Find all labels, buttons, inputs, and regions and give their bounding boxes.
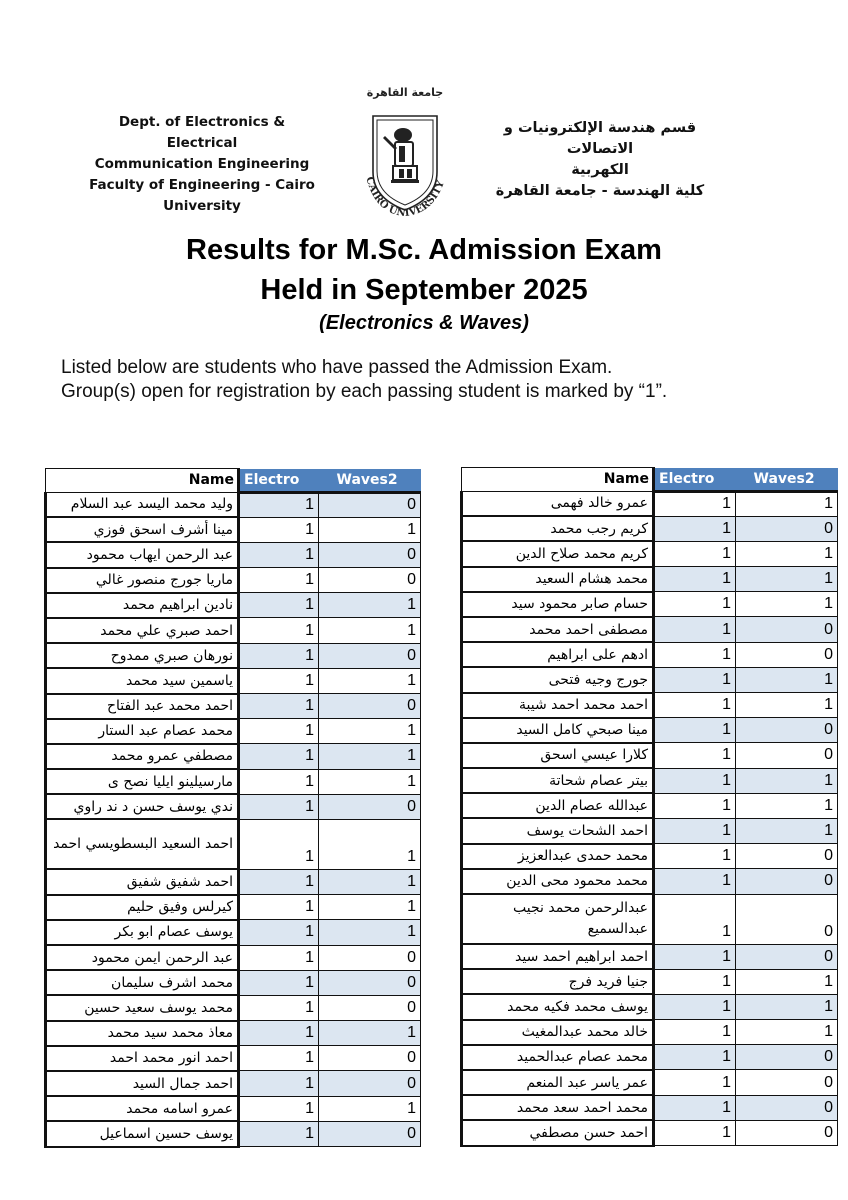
table-header-row: [462, 468, 838, 492]
electro-cell: 1: [654, 592, 736, 617]
table-header-row: [46, 469, 421, 493]
waves2-cell: 1: [736, 969, 838, 994]
table-row: [462, 592, 838, 617]
electro-cell: 1: [654, 944, 736, 969]
student-name-cell: احمد الشحات يوسف: [462, 818, 654, 843]
waves2-cell: 1: [736, 592, 838, 617]
waves2-cell: 1: [319, 593, 421, 618]
table-row: [462, 969, 838, 994]
student-name-cell: ياسمين سيد محمد: [46, 668, 239, 693]
student-name-cell: ندي يوسف حسن د ند راوي: [46, 794, 239, 819]
student-name-cell: عمرو اسامه محمد: [46, 1096, 239, 1121]
student-name-cell: عبد الرحمن ايهاب محمود: [46, 542, 239, 567]
electro-cell: 1: [654, 1120, 736, 1145]
waves2-cell: 0: [319, 945, 421, 970]
table-row: [462, 944, 838, 969]
table-row: [462, 844, 838, 869]
student-name-cell: خالد محمد عبدالمغيث: [462, 1020, 654, 1045]
student-name-cell: يوسف حسين اسماعيل: [46, 1121, 239, 1146]
table-row: [462, 1070, 838, 1095]
electro-cell: 1: [239, 643, 319, 668]
waves2-cell: 0: [736, 743, 838, 768]
electro-cell: 1: [654, 869, 736, 894]
electro-cell: 1: [239, 1021, 319, 1046]
student-name-cell: عبدالرحمن محمد نجيب عبدالسميع: [462, 894, 654, 944]
waves2-cell: 0: [736, 718, 838, 743]
waves2-cell: 0: [319, 1046, 421, 1071]
electro-cell: 1: [654, 894, 736, 944]
student-name-cell: ماريا جورج منصور غالي: [46, 568, 239, 593]
table-row: [462, 617, 838, 642]
waves2-cell: 0: [736, 516, 838, 541]
column-header-waves2: Waves2: [736, 468, 838, 492]
electro-cell: 1: [239, 769, 319, 794]
table-row: [462, 516, 838, 541]
page-subtitle: (Electronics & Waves): [319, 312, 529, 334]
waves2-cell: 1: [736, 768, 838, 793]
student-name-cell: مصطفى احمد محمد: [462, 617, 654, 642]
waves2-cell: 0: [736, 1045, 838, 1070]
waves2-cell: 0: [319, 643, 421, 668]
student-name-cell: محمد يوسف سعيد حسين: [46, 995, 239, 1020]
waves2-cell: 0: [736, 869, 838, 894]
waves2-cell: 1: [319, 769, 421, 794]
waves2-cell: 0: [736, 1095, 838, 1120]
student-name-cell: ادهم على ابراهيم: [462, 642, 654, 667]
waves2-cell: 0: [319, 794, 421, 819]
waves2-cell: 1: [736, 567, 838, 592]
table-row: [462, 869, 838, 894]
waves2-cell: 1: [319, 920, 421, 945]
waves2-cell: 0: [319, 492, 421, 517]
intro-text: [61, 356, 821, 404]
electro-cell: 1: [239, 1046, 319, 1071]
waves2-cell: 0: [736, 944, 838, 969]
header-en-line: University: [163, 198, 241, 214]
electro-cell: 1: [654, 1070, 736, 1095]
waves2-cell: 1: [319, 668, 421, 693]
electro-cell: 1: [654, 768, 736, 793]
student-name-cell: يوسف عصام ابو بكر: [46, 920, 239, 945]
electro-cell: 1: [654, 743, 736, 768]
table-row: [462, 1120, 838, 1145]
intro-line: Group(s) open for registration by each passing student is marked by “1”.: [61, 381, 668, 402]
electro-cell: 1: [239, 1121, 319, 1146]
electro-cell: 1: [239, 568, 319, 593]
table-row: [46, 618, 421, 643]
waves2-cell: 1: [319, 895, 421, 920]
waves2-cell: 1: [736, 1020, 838, 1045]
table-row: [46, 517, 421, 542]
student-name-cell: كلارا عيسي اسحق: [462, 743, 654, 768]
electro-cell: 1: [239, 995, 319, 1020]
table-row: [462, 894, 838, 944]
waves2-cell: 0: [319, 694, 421, 719]
electro-cell: 1: [654, 1095, 736, 1120]
waves2-cell: 1: [736, 793, 838, 818]
table-row: [46, 794, 421, 819]
header-ar-line: الكهربية: [571, 162, 629, 178]
student-name-cell: كيرلس وفيق حليم: [46, 895, 239, 920]
table-row: [462, 667, 838, 692]
table-row: [462, 793, 838, 818]
student-name-cell: حسام صابر محمود سيد: [462, 592, 654, 617]
table-row: [46, 643, 421, 668]
electro-cell: 1: [239, 492, 319, 517]
electro-cell: 1: [654, 516, 736, 541]
electro-cell: 1: [239, 668, 319, 693]
header-en-line: Faculty of Engineering - Cairo: [89, 177, 315, 193]
student-name-cell: محمد عصام عبدالحميد: [462, 1045, 654, 1070]
student-name-cell: احمد جمال السيد: [46, 1071, 239, 1096]
table-row: [46, 542, 421, 567]
waves2-cell: 0: [736, 1120, 838, 1145]
header-ar-line: كلية الهندسة - جامعة القاهرة: [495, 183, 705, 199]
student-name-cell: محمد حمدى عبدالعزيز: [462, 844, 654, 869]
column-header-waves2: Waves2: [319, 469, 421, 493]
table-row: [462, 642, 838, 667]
column-header-name: Name: [462, 468, 654, 492]
table-row: [46, 668, 421, 693]
waves2-cell: 1: [736, 818, 838, 843]
electro-cell: 1: [654, 1045, 736, 1070]
waves2-cell: 1: [319, 819, 421, 869]
table-row: [46, 568, 421, 593]
electro-cell: 1: [654, 718, 736, 743]
electro-cell: 1: [239, 869, 319, 894]
electro-cell: 1: [239, 794, 319, 819]
header-ar-line: قسم هندسة الإلكترونيات و الاتصالات: [503, 120, 697, 157]
waves2-cell: 1: [736, 693, 838, 718]
waves2-cell: 0: [736, 1070, 838, 1095]
waves2-cell: 1: [319, 744, 421, 769]
table-row: [462, 491, 838, 516]
waves2-cell: 0: [319, 1121, 421, 1146]
table-row: [46, 895, 421, 920]
column-header-name: Name: [46, 469, 239, 493]
table-row: [462, 1020, 838, 1045]
waves2-cell: 0: [319, 970, 421, 995]
student-name-cell: عبدالله عصام الدين: [462, 793, 654, 818]
table-row: [462, 994, 838, 1019]
electro-cell: 1: [654, 617, 736, 642]
electro-cell: 1: [239, 744, 319, 769]
student-name-cell: كريم رجب محمد: [462, 516, 654, 541]
waves2-cell: 1: [736, 994, 838, 1019]
table-row: [46, 744, 421, 769]
table-row: [462, 541, 838, 566]
waves2-cell: 1: [319, 618, 421, 643]
results-table-left-body: [46, 492, 421, 1147]
university-logo: [355, 86, 455, 218]
electro-cell: 1: [654, 844, 736, 869]
student-name-cell: جنيا فريد فرج: [462, 969, 654, 994]
page-title: Results for M.Sc. Admission Exam: [186, 234, 662, 266]
electro-cell: 1: [239, 593, 319, 618]
student-name-cell: مينا صبحي كامل السيد: [462, 718, 654, 743]
table-row: [46, 769, 421, 794]
table-row: [46, 1121, 421, 1146]
table-row: [46, 593, 421, 618]
results-table-right-body: [462, 491, 838, 1146]
column-header-electro: Electro: [239, 469, 319, 493]
electro-cell: 1: [654, 642, 736, 667]
student-name-cell: عمر ياسر عبد المنعم: [462, 1070, 654, 1095]
student-name-cell: وليد محمد اليسد عبد السلام: [46, 492, 239, 517]
student-name-cell: احمد صبري علي محمد: [46, 618, 239, 643]
student-name-cell: احمد انور محمد احمد: [46, 1046, 239, 1071]
student-name-cell: يوسف محمد فكيه محمد: [462, 994, 654, 1019]
waves2-cell: 1: [736, 667, 838, 692]
table-row: [46, 995, 421, 1020]
electro-cell: 1: [239, 1071, 319, 1096]
waves2-cell: 1: [736, 541, 838, 566]
table-row: [46, 945, 421, 970]
table-row: [462, 818, 838, 843]
student-name-cell: نادين ابراهيم محمد: [46, 593, 239, 618]
student-name-cell: محمد محمود محى الدين: [462, 869, 654, 894]
waves2-cell: 1: [319, 1096, 421, 1121]
table-row: [462, 768, 838, 793]
page-title-date: Held in September 2025: [260, 274, 588, 306]
student-name-cell: عمرو خالد فهمى: [462, 491, 654, 516]
electro-cell: 1: [654, 667, 736, 692]
electro-cell: 1: [239, 970, 319, 995]
waves2-cell: 1: [319, 869, 421, 894]
electro-cell: 1: [239, 694, 319, 719]
student-name-cell: عبد الرحمن ايمن محمود: [46, 945, 239, 970]
logo-banner-text: CAIRO UNIVERSITY: [363, 175, 447, 220]
electro-cell: 1: [654, 491, 736, 516]
table-row: [46, 694, 421, 719]
results-table-right: [460, 467, 838, 1147]
electro-cell: 1: [239, 517, 319, 542]
table-row: [46, 492, 421, 517]
table-row: [46, 920, 421, 945]
table-row: [46, 1071, 421, 1096]
student-name-cell: محمد احمد سعد محمد: [462, 1095, 654, 1120]
student-name-cell: احمد ابراهيم احمد سيد: [462, 944, 654, 969]
waves2-cell: 1: [319, 1021, 421, 1046]
student-name-cell: محمد اشرف سليمان: [46, 970, 239, 995]
electro-cell: 1: [654, 1020, 736, 1045]
table-row: [46, 1046, 421, 1071]
table-row: [46, 869, 421, 894]
student-name-cell: احمد السعيد البسطويسي احمد: [46, 819, 239, 869]
table-row: [46, 970, 421, 995]
results-table-left: [44, 468, 421, 1148]
waves2-cell: 1: [319, 719, 421, 744]
electro-cell: 1: [239, 618, 319, 643]
electro-cell: 1: [239, 945, 319, 970]
student-name-cell: احمد محمد احمد شيبة: [462, 693, 654, 718]
student-name-cell: احمد محمد عبد الفتاح: [46, 694, 239, 719]
student-name-cell: محمد عصام عبد الستار: [46, 719, 239, 744]
student-name-cell: مارسيلينو ايليا نصح ى: [46, 769, 239, 794]
table-row: [46, 1096, 421, 1121]
electro-cell: 1: [654, 818, 736, 843]
electro-cell: 1: [654, 541, 736, 566]
electro-cell: 1: [654, 693, 736, 718]
electro-cell: 1: [239, 1096, 319, 1121]
table-row: [462, 718, 838, 743]
column-header-electro: Electro: [654, 468, 736, 492]
electro-cell: 1: [239, 819, 319, 869]
department-name-arabic: [470, 118, 730, 202]
student-name-cell: كريم محمد صلاح الدين: [462, 541, 654, 566]
table-row: [46, 719, 421, 744]
electro-cell: 1: [654, 969, 736, 994]
student-name-cell: محمد هشام السعيد: [462, 567, 654, 592]
table-row: [46, 1021, 421, 1046]
student-name-cell: جورج وجيه فتحى: [462, 667, 654, 692]
electro-cell: 1: [239, 542, 319, 567]
table-row: [462, 567, 838, 592]
electro-cell: 1: [239, 920, 319, 945]
student-name-cell: احمد حسن مصطفي: [462, 1120, 654, 1145]
waves2-cell: 0: [736, 617, 838, 642]
table-row: [462, 743, 838, 768]
waves2-cell: 0: [319, 542, 421, 567]
table-row: [46, 819, 421, 869]
waves2-cell: 0: [736, 642, 838, 667]
cairo-university-emblem-icon: [355, 102, 455, 220]
department-name-english: [82, 112, 322, 217]
waves2-cell: 0: [319, 568, 421, 593]
waves2-cell: 0: [736, 894, 838, 944]
electro-cell: 1: [654, 793, 736, 818]
student-name-cell: نورهان صبري ممدوح: [46, 643, 239, 668]
electro-cell: 1: [239, 719, 319, 744]
student-name-cell: بيتر عصام شحاتة: [462, 768, 654, 793]
student-name-cell: احمد شفيق شفيق: [46, 869, 239, 894]
electro-cell: 1: [654, 994, 736, 1019]
table-row: [462, 1045, 838, 1070]
waves2-cell: 1: [319, 517, 421, 542]
student-name-cell: معاذ محمد سيد محمد: [46, 1021, 239, 1046]
header-en-line: Communication Engineering: [94, 156, 310, 172]
waves2-cell: 0: [319, 995, 421, 1020]
electro-cell: 1: [239, 895, 319, 920]
student-name-cell: مصطفي عمرو محمد: [46, 744, 239, 769]
logo-arabic-caption: جامعة القاهرة: [366, 86, 444, 99]
table-row: [462, 693, 838, 718]
waves2-cell: 0: [736, 844, 838, 869]
header-en-line: Dept. of Electronics & Electrical: [118, 114, 286, 151]
intro-line: Listed below are students who have passed the Admission Exam.: [61, 357, 613, 378]
waves2-cell: 1: [736, 491, 838, 516]
waves2-cell: 0: [319, 1071, 421, 1096]
electro-cell: 1: [654, 567, 736, 592]
table-row: [462, 1095, 838, 1120]
student-name-cell: مينا أشرف اسحق فوزي: [46, 517, 239, 542]
